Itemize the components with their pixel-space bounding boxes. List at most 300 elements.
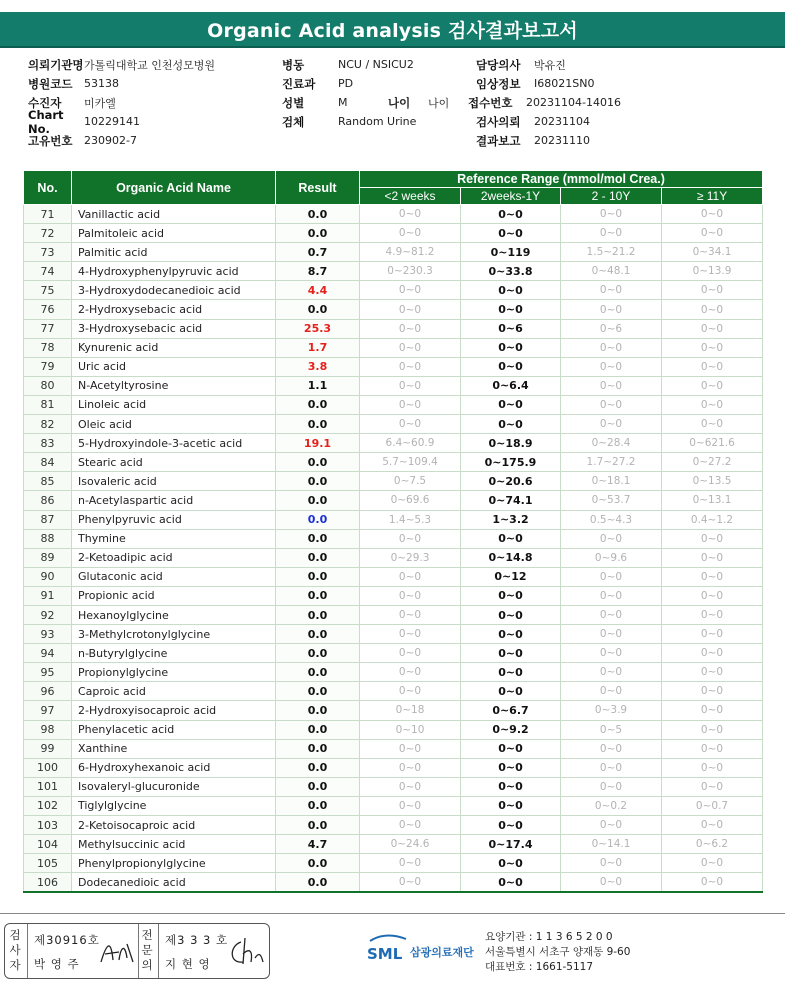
ref-11-years-plus: 0.4~1.2 (662, 510, 763, 529)
table-row (24, 453, 763, 472)
ref-under-2-weeks: 0~0 (360, 625, 461, 644)
table-row (24, 319, 763, 338)
ref-2-10-years: 0~0 (561, 300, 662, 319)
ref-11-years-plus: 0~13.1 (662, 491, 763, 510)
row-number: 97 (24, 701, 72, 720)
ref-under-2-weeks: 0~0 (360, 873, 461, 892)
info-label: 담당의사 (476, 57, 521, 72)
ref-2-weeks-1-year: 0~175.9 (461, 453, 561, 472)
acid-name: 5-Hydroxyindole-3-acetic acid (72, 434, 276, 453)
ref-2-weeks-1-year: 0~0 (461, 529, 561, 548)
acid-name: Methylsuccinic acid (72, 835, 276, 854)
row-number: 100 (24, 758, 72, 777)
ref-under-2-weeks: 0~0 (360, 281, 461, 300)
ref-2-10-years: 0~0 (561, 205, 662, 224)
ref-11-years-plus: 0~0 (662, 376, 763, 395)
ref-11-years-plus: 0~621.6 (662, 434, 763, 453)
acid-name: Isovaleryl-glucuronide (72, 777, 276, 796)
acid-name: Phenylpyruvic acid (72, 510, 276, 529)
ref-2-weeks-1-year: 0~0 (461, 777, 561, 796)
ref-2-weeks-1-year: 0~0 (461, 682, 561, 701)
acid-name: Phenylacetic acid (72, 720, 276, 739)
row-number: 89 (24, 548, 72, 567)
result-value: 0.0 (276, 224, 360, 243)
table-row (24, 338, 763, 357)
ref-11-years-plus: 0~0 (662, 224, 763, 243)
ref-under-2-weeks: 0~0 (360, 796, 461, 815)
row-number: 80 (24, 376, 72, 395)
row-number: 77 (24, 319, 72, 338)
result-value: 0.0 (276, 205, 360, 224)
acid-name: Glutaconic acid (72, 567, 276, 586)
ref-2-weeks-1-year: 0~9.2 (461, 720, 561, 739)
ref-under-2-weeks: 0~0 (360, 529, 461, 548)
info-label: 결과보고 (476, 133, 521, 148)
result-value: 4.4 (276, 281, 360, 300)
acid-name: 3-Hydroxydodecanedioic acid (72, 281, 276, 300)
ref-2-10-years: 0~0 (561, 357, 662, 376)
ref-2-10-years: 0~0 (561, 529, 662, 548)
info-value: 20231104 (534, 115, 590, 128)
ref-11-years-plus: 0~0 (662, 720, 763, 739)
ref-2-weeks-1-year: 0~17.4 (461, 835, 561, 854)
ref-2-weeks-1-year: 0~14.8 (461, 548, 561, 567)
ref-2-10-years: 0~0 (561, 605, 662, 624)
acid-name: N-Acetyltyrosine (72, 376, 276, 395)
acid-name: Kynurenic acid (72, 338, 276, 357)
info-row (28, 131, 768, 150)
ref-under-2-weeks: 5.7~109.4 (360, 453, 461, 472)
inspector-signature (97, 936, 137, 970)
info-label: 수진자 (28, 95, 62, 110)
ref-2-10-years: 0~0 (561, 873, 662, 892)
ref-2-10-years: 0~0 (561, 758, 662, 777)
ref-2-10-years: 0~3.9 (561, 701, 662, 720)
row-number: 106 (24, 873, 72, 892)
ref-2-weeks-1-year: 0~0 (461, 873, 561, 892)
acid-name: Hexanoylglycine (72, 605, 276, 624)
acid-name: 3-Hydroxysebacic acid (72, 319, 276, 338)
ref-2-weeks-1-year: 0~0 (461, 300, 561, 319)
table-row (24, 720, 763, 739)
row-number: 87 (24, 510, 72, 529)
ref-under-2-weeks: 6.4~60.9 (360, 434, 461, 453)
ref-11-years-plus: 0~0 (662, 777, 763, 796)
table-row (24, 548, 763, 567)
ref-under-2-weeks: 0~0 (360, 395, 461, 414)
table-row (24, 376, 763, 395)
acid-name: Linoleic acid (72, 395, 276, 414)
ref-11-years-plus: 0~0 (662, 319, 763, 338)
result-value: 0.0 (276, 300, 360, 319)
info-label: 성별 (282, 95, 305, 110)
result-value: 0.0 (276, 491, 360, 510)
logo-name: 삼광의료재단 (410, 946, 474, 959)
result-value: 0.0 (276, 796, 360, 815)
info-value: 가톨릭대학교 인천성모병원 (84, 58, 216, 72)
table-row (24, 816, 763, 835)
result-value: 1.1 (276, 376, 360, 395)
ref-2-10-years: 0~0.2 (561, 796, 662, 815)
ref-11-years-plus: 0~0 (662, 854, 763, 873)
ref-2-weeks-1-year: 0~0 (461, 663, 561, 682)
patient-info (28, 55, 768, 150)
ref-2-weeks-1-year: 0~0 (461, 338, 561, 357)
ref-under-2-weeks: 0~29.3 (360, 548, 461, 567)
info-label: 병동 (282, 57, 305, 72)
table-row (24, 491, 763, 510)
ref-2-10-years: 0~6 (561, 319, 662, 338)
table-row (24, 262, 763, 281)
ref-under-2-weeks: 0~0 (360, 854, 461, 873)
result-value: 0.0 (276, 816, 360, 835)
header-ref-col: 2weeks-1Y (461, 188, 561, 205)
ref-2-10-years: 0~0 (561, 682, 662, 701)
info-value: 53138 (84, 77, 119, 90)
result-value: 0.0 (276, 415, 360, 434)
row-number: 82 (24, 415, 72, 434)
row-number: 76 (24, 300, 72, 319)
acid-name: Isovaleric acid (72, 472, 276, 491)
ref-11-years-plus: 0~13.9 (662, 262, 763, 281)
ref-2-weeks-1-year: 0~33.8 (461, 262, 561, 281)
ref-11-years-plus: 0~6.2 (662, 835, 763, 854)
ref-2-10-years: 0~0 (561, 415, 662, 434)
table-row (24, 300, 763, 319)
ref-11-years-plus: 0~0 (662, 357, 763, 376)
footer-divider (0, 913, 785, 914)
table-row (24, 205, 763, 224)
row-number: 96 (24, 682, 72, 701)
result-value: 0.0 (276, 529, 360, 548)
table-row (24, 224, 763, 243)
table-row (24, 835, 763, 854)
row-number: 84 (24, 453, 72, 472)
phone-line: 대표번호 : 1661-5117 (485, 961, 594, 973)
ref-2-weeks-1-year: 0~0 (461, 395, 561, 414)
table-row (24, 472, 763, 491)
ref-11-years-plus: 0~13.5 (662, 472, 763, 491)
ref-2-10-years: 0~0 (561, 586, 662, 605)
address-line: 서울특별시 서초구 양재동 9-60 (485, 946, 631, 958)
acid-name: Propionic acid (72, 586, 276, 605)
ref-under-2-weeks: 0~0 (360, 415, 461, 434)
row-number: 88 (24, 529, 72, 548)
info-row (28, 74, 768, 93)
row-number: 95 (24, 663, 72, 682)
acid-name: 2-Ketoisocaproic acid (72, 816, 276, 835)
specialist-label: 전 문 의 (141, 928, 153, 972)
ref-2-weeks-1-year: 0~0 (461, 586, 561, 605)
ref-under-2-weeks: 0~230.3 (360, 262, 461, 281)
ref-under-2-weeks: 0~0 (360, 682, 461, 701)
divider (27, 924, 28, 978)
result-value: 0.0 (276, 644, 360, 663)
header-ref-col: 2 - 10Y (561, 188, 662, 205)
table-row (24, 281, 763, 300)
ref-11-years-plus: 0~0 (662, 873, 763, 892)
acid-name: Vanillactic acid (72, 205, 276, 224)
row-number: 86 (24, 491, 72, 510)
ref-2-10-years: 0~28.4 (561, 434, 662, 453)
ref-under-2-weeks: 0~18 (360, 701, 461, 720)
table-row (24, 701, 763, 720)
result-value: 0.0 (276, 873, 360, 892)
logo-mark-text: SML (367, 945, 403, 963)
info-label: 검사의뢰 (476, 114, 521, 129)
ref-2-weeks-1-year: 0~0 (461, 415, 561, 434)
ref-11-years-plus: 0~0 (662, 567, 763, 586)
row-number: 79 (24, 357, 72, 376)
ref-11-years-plus: 0~0 (662, 816, 763, 835)
row-number: 104 (24, 835, 72, 854)
table-row (24, 510, 763, 529)
ref-2-weeks-1-year: 0~0 (461, 816, 561, 835)
ref-2-weeks-1-year: 0~6 (461, 319, 561, 338)
row-number: 90 (24, 567, 72, 586)
ref-under-2-weeks: 0~0 (360, 300, 461, 319)
acid-name: Propionylglycine (72, 663, 276, 682)
acid-name: Caproic acid (72, 682, 276, 701)
ref-11-years-plus: 0~0 (662, 529, 763, 548)
table-row (24, 395, 763, 414)
acid-name: 2-Hydroxyisocaproic acid (72, 701, 276, 720)
ref-2-10-years: 0~0 (561, 644, 662, 663)
info-value: 미카엘 (84, 96, 116, 110)
ref-11-years-plus: 0~0 (662, 625, 763, 644)
table-row (24, 605, 763, 624)
ref-11-years-plus: 0~0 (662, 395, 763, 414)
ref-2-10-years: 0~9.6 (561, 548, 662, 567)
institution-code: 요양기관 : 1 1 3 6 5 2 0 0 (485, 931, 613, 943)
ref-under-2-weeks: 0~0 (360, 605, 461, 624)
ref-11-years-plus: 0~0 (662, 663, 763, 682)
ref-under-2-weeks: 0~0 (360, 586, 461, 605)
results-table (23, 170, 763, 893)
info-value: 박유진 (534, 58, 566, 72)
results-body (24, 205, 763, 892)
header-reference-range: Reference Range (mmol/mol Crea.) (360, 171, 763, 188)
ref-2-10-years: 0~0 (561, 567, 662, 586)
header-ref-col: ≥ 11Y (662, 188, 763, 205)
result-value: 0.0 (276, 472, 360, 491)
ref-under-2-weeks: 0~0 (360, 357, 461, 376)
row-number: 71 (24, 205, 72, 224)
ref-2-weeks-1-year: 0~0 (461, 281, 561, 300)
row-number: 101 (24, 777, 72, 796)
ref-under-2-weeks: 0~0 (360, 224, 461, 243)
acid-name: Stearic acid (72, 453, 276, 472)
ref-2-weeks-1-year: 0~0 (461, 205, 561, 224)
row-number: 75 (24, 281, 72, 300)
table-row (24, 682, 763, 701)
result-value: 0.0 (276, 663, 360, 682)
info-label: Chart No. (28, 107, 64, 136)
acid-name: 3-Methylcrotonylglycine (72, 625, 276, 644)
ref-2-weeks-1-year: 1~3.2 (461, 510, 561, 529)
divider (158, 924, 159, 978)
info-label: 접수번호 (468, 95, 513, 110)
ref-11-years-plus: 0~0 (662, 682, 763, 701)
acid-name: 2-Ketoadipic acid (72, 548, 276, 567)
acid-name: Oleic acid (72, 415, 276, 434)
result-value: 0.0 (276, 453, 360, 472)
acid-name: n-Acetylaspartic acid (72, 491, 276, 510)
result-value: 19.1 (276, 434, 360, 453)
info-value: 20231110 (534, 134, 590, 147)
ref-under-2-weeks: 0~0 (360, 777, 461, 796)
ref-2-weeks-1-year: 0~6.7 (461, 701, 561, 720)
table-row (24, 415, 763, 434)
header-name: Organic Acid Name (72, 171, 276, 205)
ref-11-years-plus: 0~0 (662, 605, 763, 624)
table-row (24, 625, 763, 644)
info-label: 검체 (282, 114, 305, 129)
ref-2-weeks-1-year: 0~0 (461, 357, 561, 376)
age-label: 나이 (388, 95, 411, 110)
result-value: 0.0 (276, 720, 360, 739)
result-value: 0.0 (276, 701, 360, 720)
ref-under-2-weeks: 0~10 (360, 720, 461, 739)
ref-2-10-years: 0~0 (561, 281, 662, 300)
info-value: PD (338, 77, 354, 90)
info-label: 의뢰기관명 (28, 57, 84, 72)
ref-2-10-years: 0~5 (561, 720, 662, 739)
row-number: 72 (24, 224, 72, 243)
result-value: 0.0 (276, 777, 360, 796)
result-value: 0.0 (276, 605, 360, 624)
inspector-name: 박 영 주 (34, 957, 80, 971)
ref-2-weeks-1-year: 0~12 (461, 567, 561, 586)
ref-under-2-weeks: 0~0 (360, 758, 461, 777)
info-label: 임상정보 (476, 76, 521, 91)
ref-11-years-plus: 0~0 (662, 415, 763, 434)
info-value: Random Urine (338, 115, 417, 128)
result-value: 4.7 (276, 835, 360, 854)
ref-2-weeks-1-year: 0~0 (461, 605, 561, 624)
inspector-label: 검 사 자 (9, 928, 21, 972)
ref-11-years-plus: 0~0 (662, 205, 763, 224)
acid-name: 6-Hydroxyhexanoic acid (72, 758, 276, 777)
ref-2-10-years: 0~0 (561, 625, 662, 644)
result-value: 0.0 (276, 625, 360, 644)
row-number: 102 (24, 796, 72, 815)
row-number: 92 (24, 605, 72, 624)
table-row (24, 873, 763, 892)
age-value: 나이 (428, 96, 450, 110)
sml-logo-mark (366, 929, 410, 969)
info-value: NCU / NSICU2 (338, 58, 414, 71)
acid-name: 2-Hydroxysebacic acid (72, 300, 276, 319)
info-label: 고유번호 (28, 133, 73, 148)
result-value: 25.3 (276, 319, 360, 338)
result-value: 0.0 (276, 567, 360, 586)
ref-2-weeks-1-year: 0~0 (461, 739, 561, 758)
ref-2-weeks-1-year: 0~6.4 (461, 376, 561, 395)
ref-2-weeks-1-year: 0~0 (461, 758, 561, 777)
ref-2-10-years: 0~18.1 (561, 472, 662, 491)
ref-2-weeks-1-year: 0~18.9 (461, 434, 561, 453)
acid-name: n-Butyrylglycine (72, 644, 276, 663)
ref-2-10-years: 0~48.1 (561, 262, 662, 281)
signature-box (4, 923, 270, 979)
ref-2-10-years: 0~0 (561, 338, 662, 357)
ref-under-2-weeks: 0~0 (360, 644, 461, 663)
row-number: 98 (24, 720, 72, 739)
report-title: Organic Acid analysis 검사결과보고서 (0, 12, 785, 48)
result-value: 0.0 (276, 510, 360, 529)
ref-11-years-plus: 0~0 (662, 701, 763, 720)
ref-11-years-plus: 0~27.2 (662, 453, 763, 472)
table-row (24, 243, 763, 262)
table-row (24, 796, 763, 815)
acid-name: Tiglylglycine (72, 796, 276, 815)
institution-address (485, 930, 630, 975)
ref-11-years-plus: 0~0 (662, 338, 763, 357)
ref-under-2-weeks: 0~69.6 (360, 491, 461, 510)
table-row (24, 758, 763, 777)
table-row (24, 567, 763, 586)
ref-2-weeks-1-year: 0~0 (461, 796, 561, 815)
ref-2-10-years: 0.5~4.3 (561, 510, 662, 529)
ref-2-weeks-1-year: 0~20.6 (461, 472, 561, 491)
ref-2-weeks-1-year: 0~119 (461, 243, 561, 262)
info-value: 10229141 (84, 115, 140, 128)
result-value: 0.0 (276, 586, 360, 605)
result-value: 1.7 (276, 338, 360, 357)
ref-2-10-years: 0~0 (561, 854, 662, 873)
ref-2-10-years: 0~0 (561, 395, 662, 414)
row-number: 99 (24, 739, 72, 758)
ref-under-2-weeks: 0~0 (360, 338, 461, 357)
row-number: 105 (24, 854, 72, 873)
row-number: 85 (24, 472, 72, 491)
ref-11-years-plus: 0~34.1 (662, 243, 763, 262)
ref-2-weeks-1-year: 0~0 (461, 854, 561, 873)
ref-11-years-plus: 0~0 (662, 300, 763, 319)
result-value: 0.7 (276, 243, 360, 262)
result-value: 8.7 (276, 262, 360, 281)
row-number: 74 (24, 262, 72, 281)
result-value: 0.0 (276, 395, 360, 414)
row-number: 91 (24, 586, 72, 605)
table-row (24, 854, 763, 873)
result-value: 0.0 (276, 739, 360, 758)
row-number: 103 (24, 816, 72, 835)
ref-11-years-plus: 0~0 (662, 758, 763, 777)
ref-2-10-years: 1.5~21.2 (561, 243, 662, 262)
info-value: M (338, 96, 348, 109)
info-label: 병원코드 (28, 76, 73, 91)
table-row (24, 357, 763, 376)
table-row (24, 739, 763, 758)
info-row (28, 107, 768, 136)
ref-2-weeks-1-year: 0~0 (461, 644, 561, 663)
result-value: 0.0 (276, 854, 360, 873)
acid-name: 4-Hydroxyphenylpyruvic acid (72, 262, 276, 281)
acid-name: Uric acid (72, 357, 276, 376)
header-no: No. (24, 171, 72, 205)
ref-under-2-weeks: 0~0 (360, 205, 461, 224)
acid-name: Thymine (72, 529, 276, 548)
ref-under-2-weeks: 0~0 (360, 567, 461, 586)
ref-11-years-plus: 0~0 (662, 281, 763, 300)
result-value: 0.0 (276, 548, 360, 567)
ref-2-10-years: 0~0 (561, 816, 662, 835)
ref-under-2-weeks: 0~0 (360, 376, 461, 395)
row-number: 81 (24, 395, 72, 414)
ref-under-2-weeks: 0~0 (360, 739, 461, 758)
